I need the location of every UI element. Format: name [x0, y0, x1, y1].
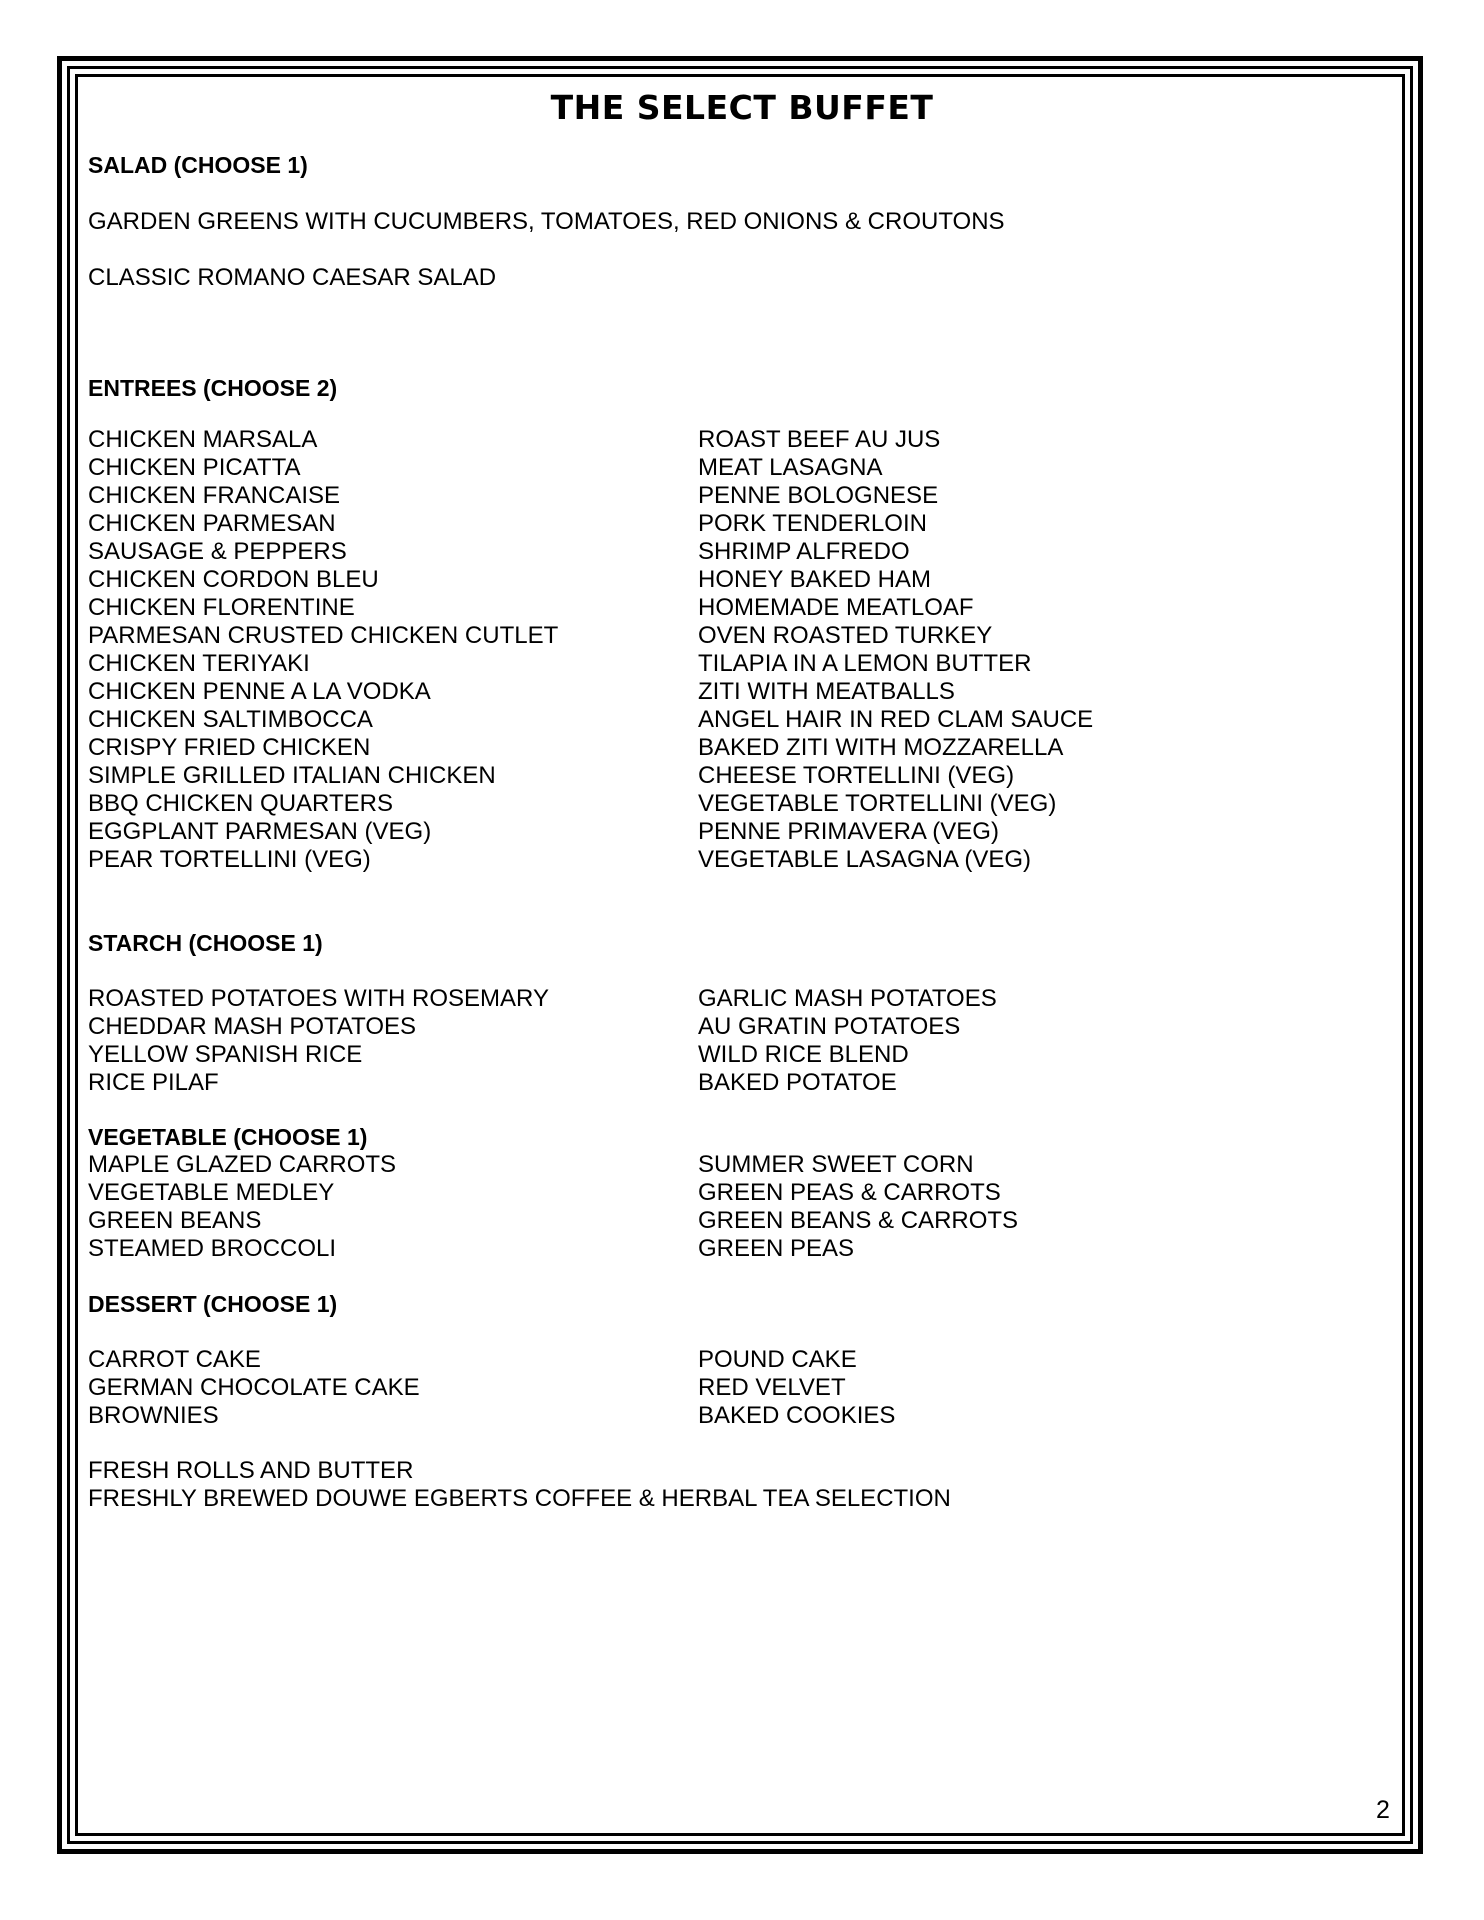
vegetable-heading: VEGETABLE (CHOOSE 1) — [88, 1124, 368, 1150]
dessert-right-column — [698, 1346, 895, 1430]
menu-item: POUND CAKE — [698, 1346, 857, 1373]
menu-item: MAPLE GLAZED CARROTS — [88, 1151, 397, 1178]
menu-item: BAKED POTATOE — [698, 1069, 897, 1096]
menu-item: BAKED COOKIES — [698, 1402, 896, 1429]
menu-item: ANGEL HAIR IN RED CLAM SAUCE — [698, 706, 1094, 733]
menu-item: VEGETABLE TORTELLINI (VEG) — [698, 790, 1057, 817]
menu-item: VEGETABLE MEDLEY — [88, 1179, 335, 1206]
menu-item: PEAR TORTELLINI (VEG) — [88, 846, 371, 873]
salad-item: GARDEN GREENS WITH CUCUMBERS, TOMATOES, RED ONIONS & CROUTONS — [88, 208, 1005, 235]
menu-item: GARLIC MASH POTATOES — [698, 985, 997, 1012]
menu-item: PENNE PRIMAVERA (VEG) — [698, 818, 999, 845]
menu-item: ROAST BEEF AU JUS — [698, 426, 941, 453]
menu-item: PARMESAN CRUSTED CHICKEN CUTLET — [88, 622, 559, 649]
menu-item: CHICKEN FLORENTINE — [88, 594, 355, 621]
page-number: 2 — [1376, 1796, 1390, 1824]
vegetable-left-column — [88, 1151, 396, 1263]
menu-item: ZITI WITH MEATBALLS — [698, 678, 955, 705]
menu-item: CHICKEN FRANCAISE — [88, 482, 341, 509]
menu-item: CHICKEN TERIYAKI — [88, 650, 310, 677]
menu-item: GERMAN CHOCOLATE CAKE — [88, 1374, 420, 1401]
menu-item: MEAT LASAGNA — [698, 454, 883, 481]
menu-item: BROWNIES — [88, 1402, 219, 1429]
starch-heading: STARCH (CHOOSE 1) — [88, 930, 323, 956]
menu-item: CARROT CAKE — [88, 1346, 261, 1373]
menu-item: CHICKEN PICATTA — [88, 454, 301, 481]
dessert-left-column — [88, 1346, 420, 1430]
menu-item: CHICKEN SALTIMBOCCA — [88, 706, 373, 733]
menu-item: SUMMER SWEET CORN — [698, 1151, 974, 1178]
vegetable-right-column — [698, 1151, 1018, 1263]
menu-item: RICE PILAF — [88, 1069, 219, 1096]
entrees-left-column — [88, 426, 558, 874]
menu-item: TILAPIA IN A LEMON BUTTER — [698, 650, 1032, 677]
menu-item: CHICKEN PENNE A LA VODKA — [88, 678, 431, 705]
menu-item: GREEN PEAS — [698, 1235, 855, 1262]
menu-item: SHRIMP ALFREDO — [698, 538, 910, 565]
entrees-heading: ENTREES (CHOOSE 2) — [88, 375, 338, 401]
menu-item: WILD RICE BLEND — [698, 1041, 909, 1068]
menu-item: YELLOW SPANISH RICE — [88, 1041, 363, 1068]
menu-item: CHEDDAR MASH POTATOES — [88, 1013, 417, 1040]
menu-item: GREEN BEANS & CARROTS — [698, 1207, 1019, 1234]
menu-item: HONEY BAKED HAM — [698, 566, 931, 593]
menu-item: GREEN PEAS & CARROTS — [698, 1179, 1001, 1206]
starch-right-column — [698, 985, 997, 1097]
salad-item: CLASSIC ROMANO CAESAR SALAD — [88, 264, 497, 291]
extra-item: FRESH ROLLS AND BUTTER — [88, 1457, 414, 1484]
menu-item: CRISPY FRIED CHICKEN — [88, 734, 371, 761]
menu-item: CHICKEN PARMESAN — [88, 510, 336, 537]
menu-item: BAKED ZITI WITH MOZZARELLA — [698, 734, 1064, 761]
salad-heading: SALAD (CHOOSE 1) — [88, 152, 308, 178]
menu-item: ROASTED POTATOES WITH ROSEMARY — [88, 985, 549, 1012]
entrees-right-column — [698, 426, 1093, 874]
menu-item: GREEN BEANS — [88, 1207, 262, 1234]
menu-item: CHICKEN MARSALA — [88, 426, 318, 453]
page-title: THE SELECT BUFFET — [550, 88, 934, 127]
extra-item: FRESHLY BREWED DOUWE EGBERTS COFFEE & HERBAL TEA SELECTION — [88, 1485, 951, 1512]
menu-item: OVEN ROASTED TURKEY — [698, 622, 993, 649]
menu-item: EGGPLANT PARMESAN (VEG) — [88, 818, 432, 845]
menu-item: HOMEMADE MEATLOAF — [698, 594, 974, 621]
menu-item: STEAMED BROCCOLI — [88, 1235, 337, 1262]
menu-item: VEGETABLE LASAGNA (VEG) — [698, 846, 1031, 873]
dessert-heading: DESSERT (CHOOSE 1) — [88, 1291, 338, 1317]
starch-left-column — [88, 985, 549, 1097]
menu-item: PENNE BOLOGNESE — [698, 482, 939, 509]
menu-item: PORK TENDERLOIN — [698, 510, 927, 537]
menu-item: SIMPLE GRILLED ITALIAN CHICKEN — [88, 762, 496, 789]
menu-item: SAUSAGE & PEPPERS — [88, 538, 347, 565]
menu-item: AU GRATIN POTATOES — [698, 1013, 961, 1040]
menu-item: BBQ CHICKEN QUARTERS — [88, 790, 393, 817]
menu-item: CHEESE TORTELLINI (VEG) — [698, 762, 1015, 789]
menu-item: RED VELVET — [698, 1374, 846, 1401]
menu-item: CHICKEN CORDON BLEU — [88, 566, 379, 593]
